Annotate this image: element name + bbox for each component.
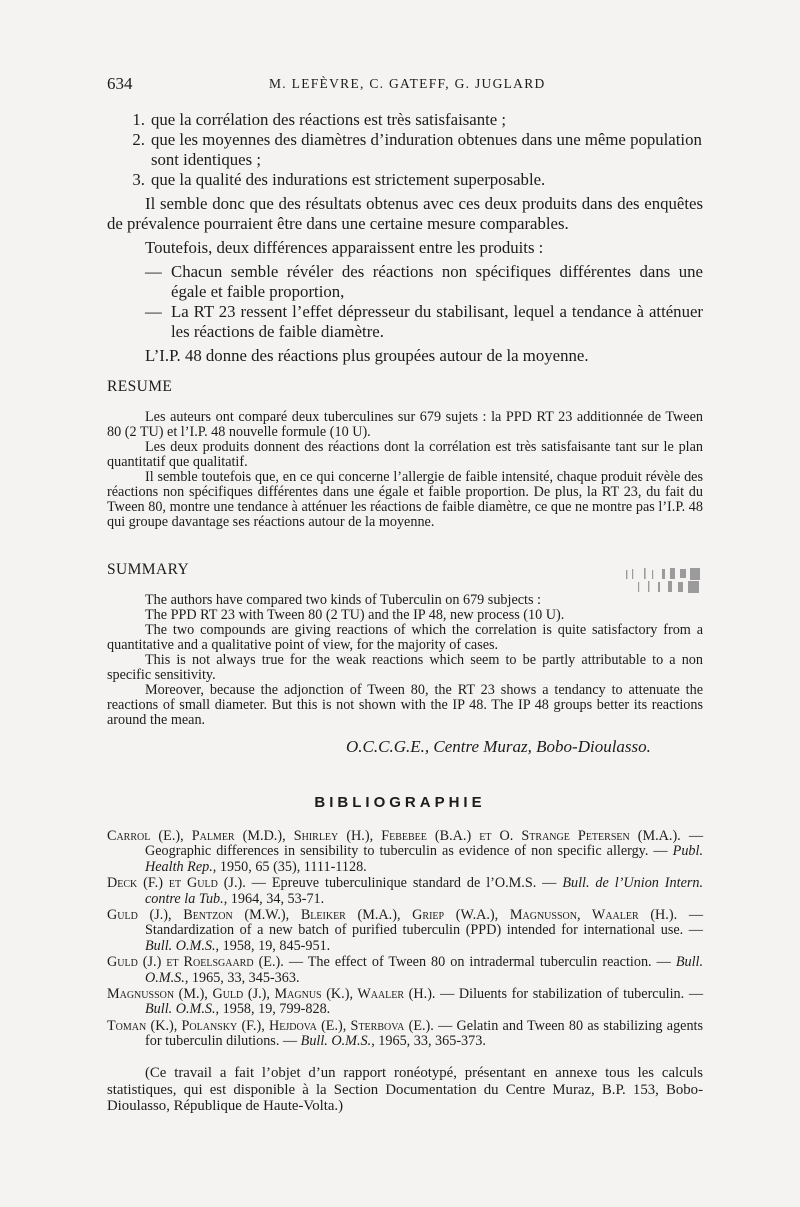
reference-authors: Guld (J.), Bentzon (M.W.), Bleiker (M.A.), Griep (W.A.), Magnusson, Waaler (H.). [107, 907, 678, 924]
resume-paragraph: Les auteurs ont comparé deux tuberculines sur 679 sujets : la PPD RT 23 additionnée de Tween 80 (2 TU) et l’I.P. 48 nouvelle formule (10 U). [107, 409, 703, 440]
reference-item [107, 987, 703, 1018]
reference-list [107, 829, 703, 1051]
reference-details: , 1950, 65 (35), 1111-1128. [212, 858, 367, 875]
reference-title: — Gelatin and Tween 80 as stabilizing agents for tuberculin dilutions. — [145, 1017, 704, 1050]
page-header [107, 74, 707, 96]
affiliation-signature: O.C.C.G.E., Centre Muraz, Bobo-Dioulasso. [346, 737, 651, 756]
reference-details: , 1965, 33, 345-363. [184, 969, 300, 986]
reference-authors: Guld (J.) et Roelsgaard (E.). [107, 954, 284, 971]
paragraph: L’I.P. 48 donne des réactions plus groupées autour de la moyenne. [145, 346, 589, 365]
dash-item [107, 302, 703, 342]
reference-title: — Diluents for stabilization of tuberculin. — [440, 986, 704, 1003]
conclusions-section [107, 110, 703, 366]
reference-details: , 1965, 33, 365-373. [371, 1033, 486, 1050]
footnote-section [107, 1065, 703, 1115]
running-title: M. LEFÈVRE, C. GATEFF, G. JUGLARD [269, 76, 546, 91]
summary-paragraph: The PPD RT 23 with Tween 80 (2 TU) and the IP 48, new process (10 U). [145, 607, 565, 623]
list-number: 3. [132, 170, 145, 189]
reference-authors: Magnusson (M.), Guld (J.), Magnus (K.), Waaler (H.). [107, 986, 436, 1003]
summary-paragraph: The authors have compared two kinds of Tuberculin on 679 subjects : [145, 592, 542, 608]
reference-journal: Bull. O.M.S. [145, 954, 704, 986]
list-item [107, 110, 703, 130]
list-text: que la corrélation des réactions est très satisfaisante ; [151, 110, 507, 129]
resume-paragraph: Les deux produits donnent des réactions dont la corrélation est très satisfaisante tant sur le plan quantitatif que qualitatif. [107, 439, 703, 470]
bibliography-title: BIBLIOGRAPHIE [314, 794, 486, 811]
dash-item [107, 262, 703, 302]
paragraph: Il semble donc que des résultats obtenus avec ces deux produits dans des enquêtes de prévalence pourraient être dans une certaine mesure comparables. [107, 194, 703, 233]
reference-title: — Epreuve tuberculinique standard de l’O.M.S. — [251, 875, 557, 892]
paragraph: Toutefois, deux différences apparaissent entre les produits : [145, 238, 544, 257]
summary-heading: SUMMARY [107, 561, 190, 578]
reference-item [107, 829, 703, 875]
dash-text: Chacun semble révéler des réactions non spécifiques différentes dans une égale et faible proportion, [171, 262, 703, 301]
reference-item [107, 876, 703, 907]
reference-item [107, 1019, 703, 1050]
page-number: 634 [107, 74, 133, 93]
reference-details: , 1958, 19, 799-828. [215, 1001, 331, 1018]
resume-heading: RESUME [107, 378, 173, 395]
resume-paragraph: Il semble toutefois que, en ce qui concerne l’allergie de faible intensité, chaque produit révèle des réactions non spécifiques différentes dans une égale et faible proportion. De plus, la RT 23, du fait du Tween 80, montre une tendance à atténuer les réactions de faible diamètre, ce que ne montre pas l’I.P. 48 qui groupe davantage ses réactions autour de la moyenne. [107, 469, 703, 530]
reference-journal: Bull. O.M.S. [145, 1001, 216, 1018]
summary-paragraph: Moreover, because the adjonction of Tween 80, the RT 23 shows a tendancy to attenuate the reactions of small diameter. But this is not shown with the IP 48. The IP 48 groups better its reactions around the mean. [107, 682, 703, 728]
reference-authors: Toman (K.), Polansky (F.), Hejdova (E.), Sterbova (E.). [107, 1017, 434, 1034]
reference-journal: Bull. O.M.S. [300, 1033, 372, 1050]
reference-authors: Deck (F.) et Guld (J.). [107, 875, 246, 892]
reference-details: , 1958, 19, 845-951. [215, 937, 331, 954]
summary-paragraph: This is not always true for the weak reactions which seem to be partly attributable to a non specific sensitivity. [107, 652, 703, 683]
library-stamp-mark [622, 566, 704, 594]
reference-title: — Standardization of a new batch of purified tuberculin (PPD) intended for international use. — [145, 907, 703, 939]
list-number: 1. [132, 110, 145, 129]
list-item [107, 130, 703, 170]
resume-section [107, 410, 703, 530]
dash-text: La RT 23 ressent l’effet dépresseur du stabilisant, lequel a tendance à atténuer les réactions de faible diamètre. [171, 302, 703, 341]
reference-journal: Bull. de l’Union Intern. contre la Tub. [145, 875, 704, 907]
list-text: que les moyennes des diamètres d’induration obtenues dans une même population sont identiques ; [151, 130, 702, 169]
dash-mark: — [145, 262, 162, 281]
list-text: que la qualité des indurations est strictement superposable. [151, 170, 546, 189]
reference-title: — The effect of Tween 80 on intradermal tuberculin reaction. — [288, 954, 671, 971]
reference-journal: Bull. O.M.S. [145, 937, 216, 954]
reference-item [107, 955, 703, 986]
reference-authors: Carrol (E.), Palmer (M.D.), Shirley (H.), Febebee (B.A.) et O. Strange Petersen (M.A.). [107, 828, 681, 844]
dash-mark: — [145, 302, 162, 321]
reference-item [107, 908, 703, 954]
reference-journal: Publ. Health Rep. [145, 843, 703, 875]
summary-paragraph: The two compounds are giving reactions of which the correlation is quite satisfactory from a quantitative and a qualitative point of view, for the majority of cases. [107, 622, 703, 653]
summary-section [107, 593, 703, 728]
reference-title: — Geographic differences in sensibility to tuberculin as evidence of non specific allergy. — [145, 828, 703, 860]
list-item [107, 170, 703, 190]
footnote-text: (Ce travail a fait l’objet d’un rapport ronéotypé, présentant en annexe tous les calculs statistiques, qui est disponible à la Section Documentation du Centre Muraz, B.P. 153, Bobo-Dioulasso, République de Haute-Volta.) [107, 1065, 703, 1114]
reference-details: , 1964, 34, 53-71. [223, 890, 325, 907]
list-number: 2. [132, 130, 145, 149]
